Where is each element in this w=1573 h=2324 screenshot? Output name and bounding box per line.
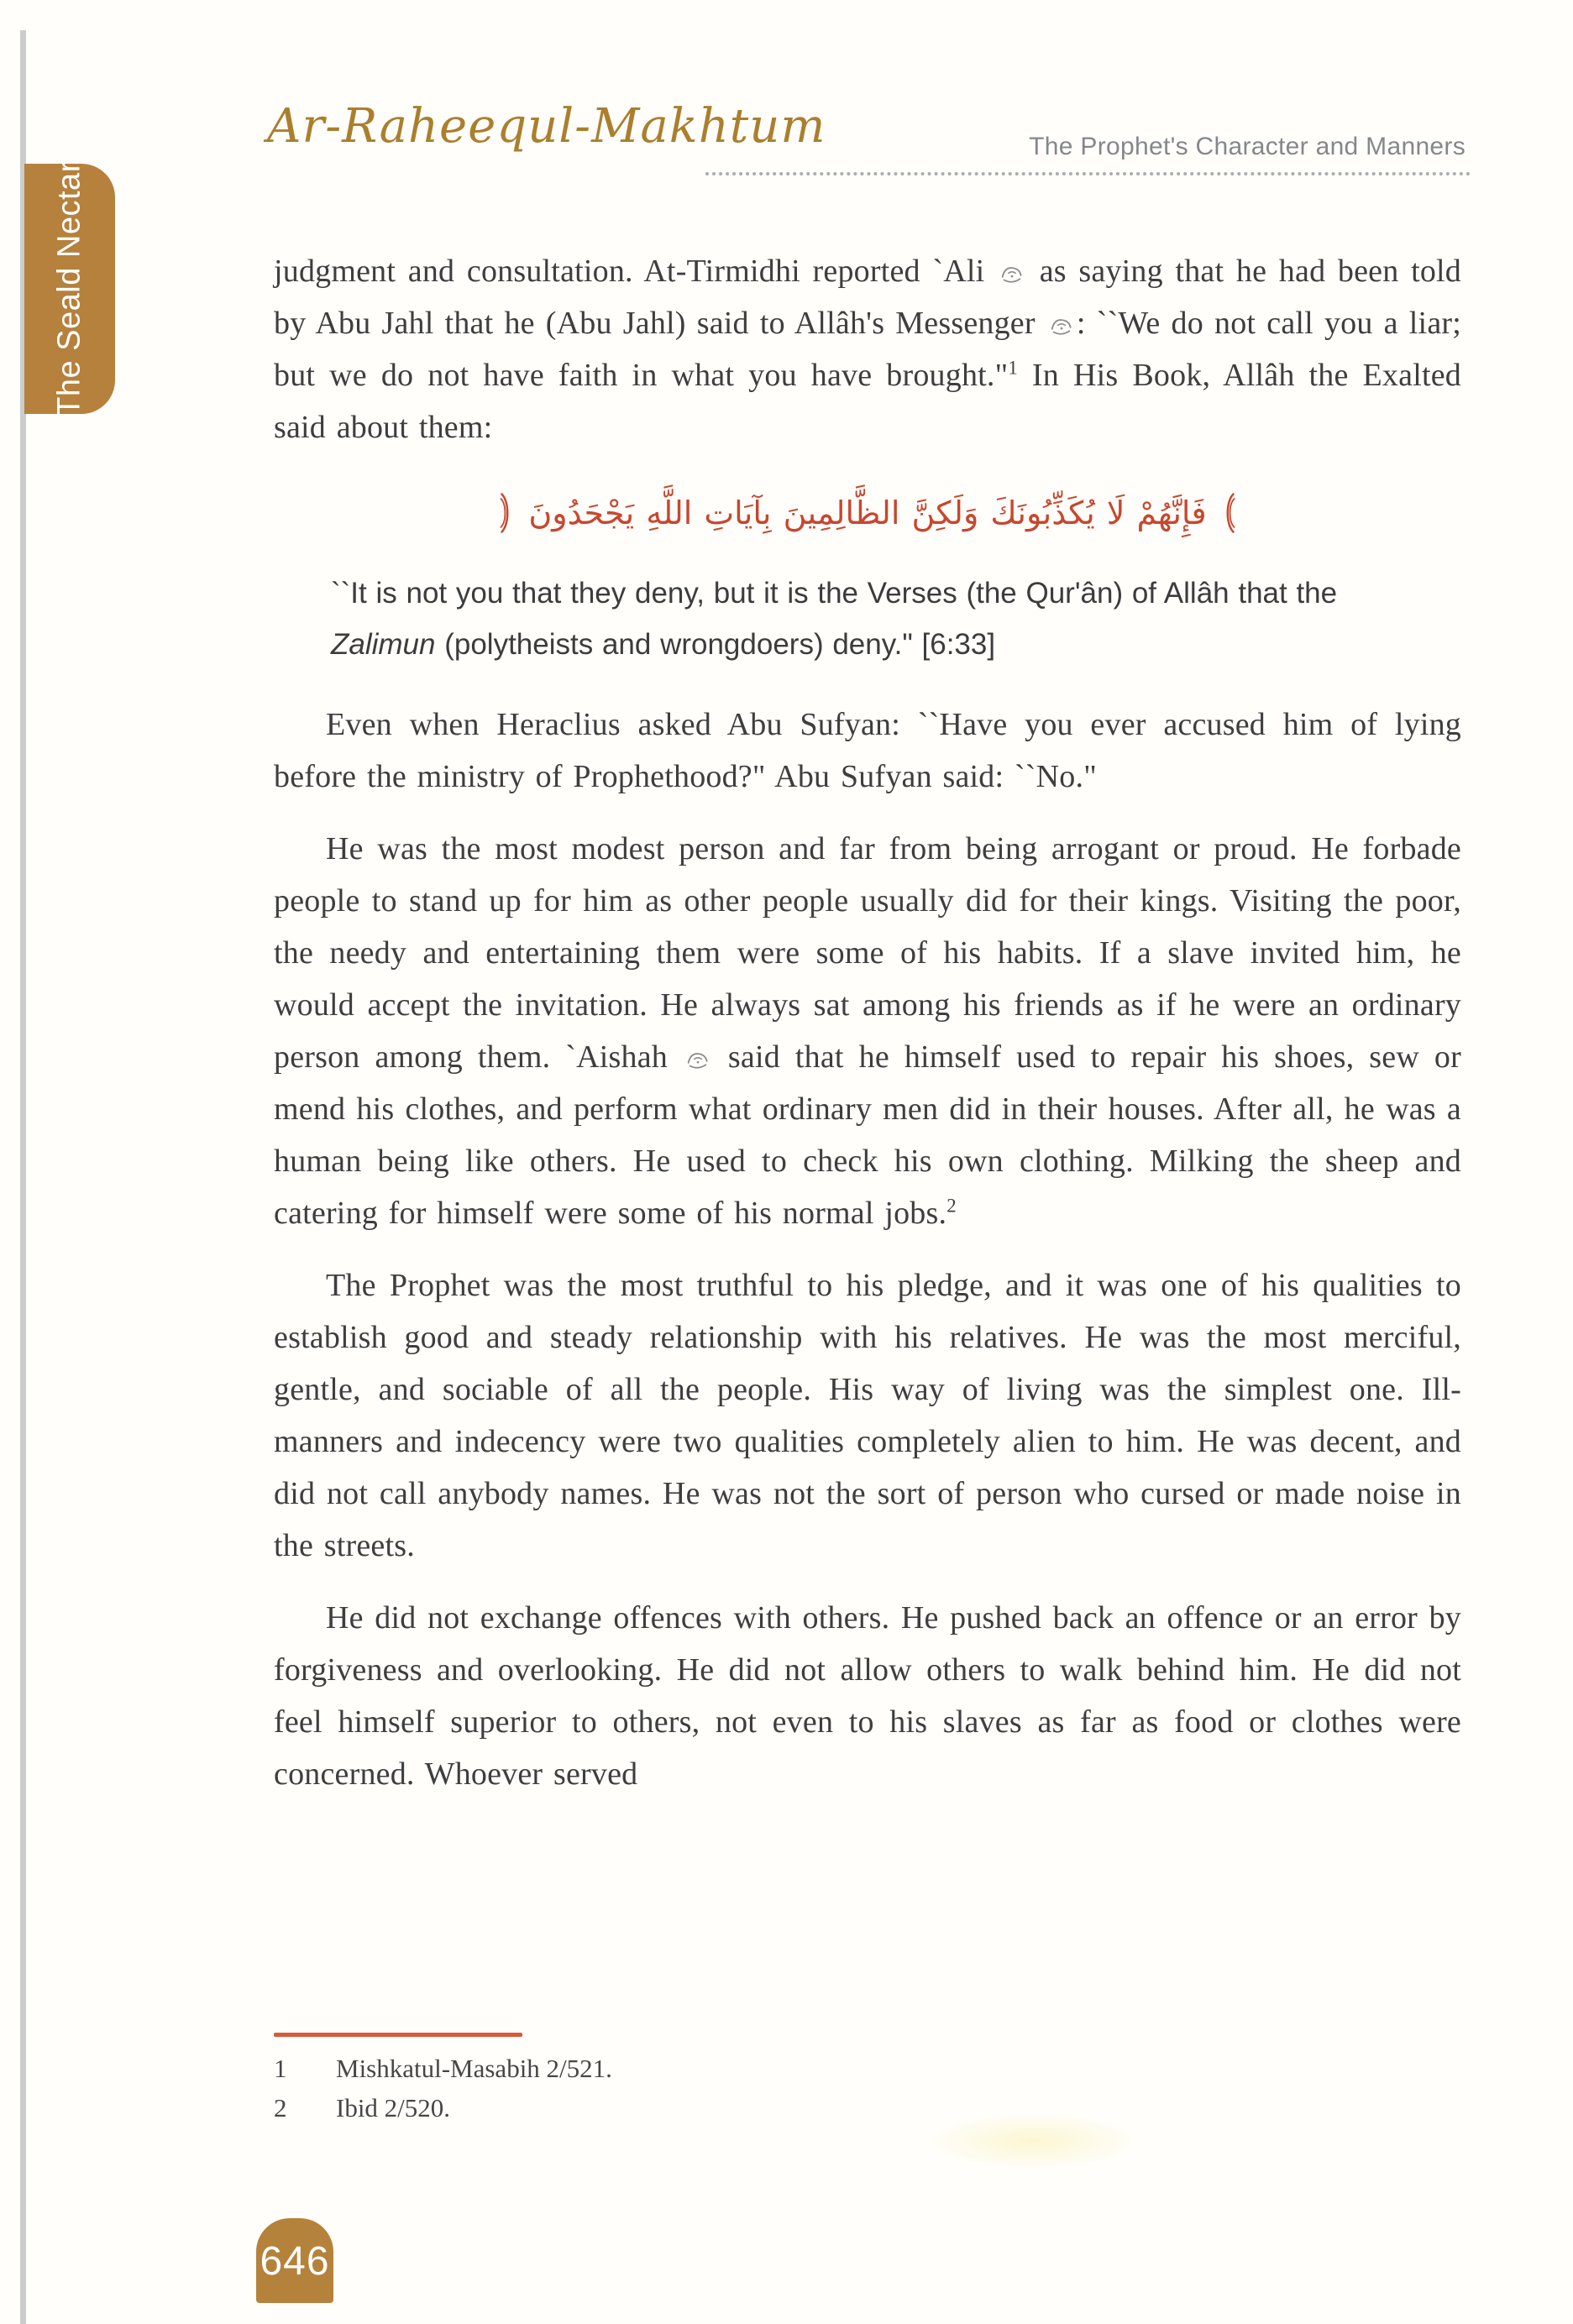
footnote-marker: 1 (1008, 357, 1018, 379)
chapter-header-title: The Prophet's Character and Manners (1029, 133, 1466, 160)
radiallahu-anha-ornament-icon (685, 1049, 710, 1070)
footnote-marker: 2 (946, 1195, 957, 1217)
footnote (274, 2049, 1282, 2088)
italic-term: Zalimun (331, 628, 436, 661)
body-paragraph: He was the most modest person and far from being arrogant or proud. He forbade people to stand up for him as other people usually did for their kings. Visiting the poor, the needy and entertaining them were some of his habits. If a slave invited him, he would accept the invitation. He always sat among his friends as if he were an ordinary person among them. `Aishah said that he himself used to repair his shoes, sew or mend his clothes, and perform what ordinary men did in their houses. After all, he was a human being like others. He used to check his own clothing. Milking the sheep and catering for himself were some of his normal jobs.$^2$ (274, 831, 1461, 1231)
lead-paragraph-container (274, 245, 1461, 453)
body-paragraph: judgment and consultation. At-Tirmidhi reported `Ali as saying that he had been told by Abu Jahl that he (Abu Jahl) said to Allâh's Messenger : ``We do not call you a liar; but we do not have faith in what you have brought."$^1$ In His Book, Allâh the Exalted said about them: (274, 254, 1462, 445)
side-tab (24, 161, 115, 416)
verse-ornate-bracket-right-icon (498, 491, 513, 535)
body-paragraph: He did not exchange offences with others. He pushed back an offence or an error by forgiveness and overlooking. He did not allow others to walk behind him. He did not feel himself superior to others, not even to his slaves as far as food or clothes were concerned. Whoever served (274, 1600, 1461, 1792)
verse-ornate-bracket-left-icon (1222, 491, 1237, 535)
body-paragraph: Even when Heraclius asked Abu Sufyan: ``Have you ever accused him of lying before the ministry of Prophethood?" Abu Sufyan said: ``No." (274, 707, 1461, 794)
footnote-number: 2 (274, 2093, 287, 2122)
radiallahu-anhu-ornament-icon (999, 263, 1025, 285)
quran-verse-arabic: فَإِنَّهُمْ لَا يُكَذِّبُونَكَ وَلَكِنَّ الظَّالِمِينَ بِآيَاتِ اللَّهِ يَجْحَدُونَ (528, 495, 1207, 531)
footnote-text: Ibid 2/520. (336, 2093, 451, 2122)
footnotes (274, 2049, 1282, 2128)
side-tab-label: The Seald Nectar (51, 161, 87, 416)
footnote-text: Mishkatul-Masabih 2/521. (336, 2054, 612, 2083)
page-number: 646 (260, 2239, 330, 2284)
quran-verse (274, 484, 1461, 542)
body-paragraphs-container (274, 699, 1461, 1800)
verse-translation: ``It is not you that they deny, but it is the Verses (the Qur'ân) of Allâh that the Zalimun (polytheists and wrongdoers) deny." [6:33] (331, 577, 1338, 661)
header-dotted-rule (705, 172, 1471, 175)
body-text (274, 245, 1461, 1820)
page-number-badge (256, 2218, 333, 2303)
body-paragraph: The Prophet was the most truthful to his pledge, and it was one of his qualities to establish good and steady relationship with his relatives. He was the most merciful, gentle, and sociable of all the people. His way of living was the simplest one. Ill-manners and indecency were two qualities completely alien to him. He was decent, and did not call anybody names. He was not the sort of person who cursed or made noise in the streets. (274, 1268, 1461, 1563)
sallallahu-alayhi-wasallam-ornament-icon (1049, 315, 1074, 337)
footnote-separator-rule (274, 2033, 522, 2037)
book-title-script: Ar-Raheequl-Makhtum (267, 99, 826, 154)
footnote (274, 2088, 1282, 2128)
footnote-number: 1 (274, 2054, 287, 2083)
